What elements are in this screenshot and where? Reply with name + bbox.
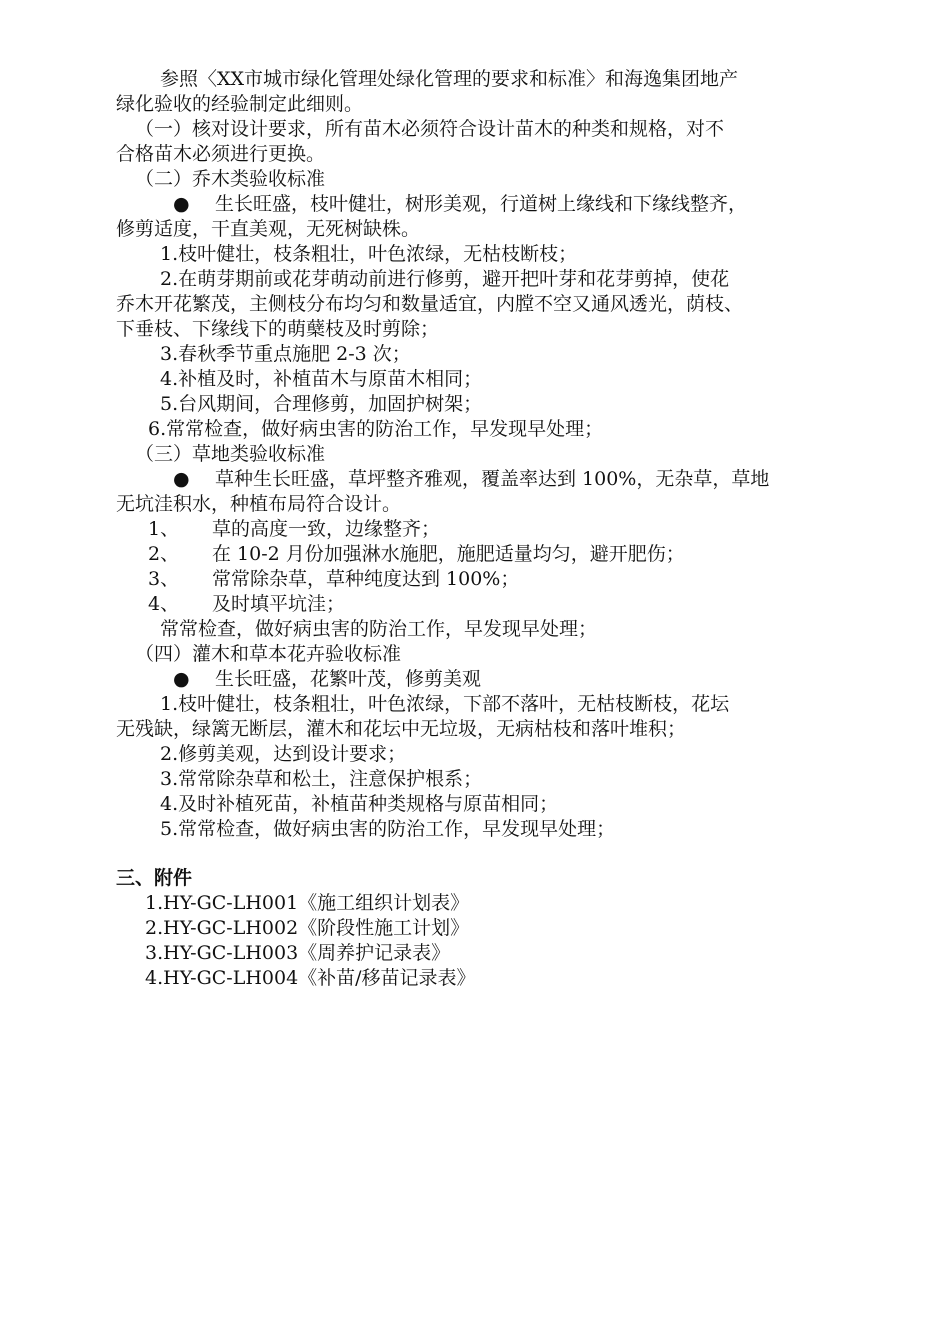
section-2-item-3: 3.春秋季节重点施肥 2-3 次； xyxy=(160,343,411,365)
appendix-title: 三、附件 xyxy=(116,867,193,889)
section-2-item-2-line-1: 2.在萌芽期前或花芽萌动前进行修剪，避开把叶芽和花芽剪掉，使花 xyxy=(160,268,730,290)
list-number: 4、 xyxy=(148,593,180,615)
appendix-item-2: 2.HY-GC-LH002《阶段性施工计划》 xyxy=(145,917,470,939)
section-3-bullet-line-2: 无坑洼积水，种植布局符合设计。 xyxy=(116,493,402,515)
section-4-bullet xyxy=(173,667,481,692)
appendix-item-4: 4.HY-GC-LH004《补苗/移苗记录表》 xyxy=(145,967,476,989)
list-number: 2、 xyxy=(148,543,180,565)
section-3-title: （三）草地类验收标准 xyxy=(135,443,326,465)
bullet-icon: ● xyxy=(173,468,190,490)
list-text: 常常除杂草，草种纯度达到 100%； xyxy=(212,568,520,590)
section-2-bullet-text: 生长旺盛，枝叶健壮，树形美观，行道树上缘线和下缘线整齐， xyxy=(215,193,748,215)
section-3-item-3 xyxy=(148,567,519,592)
section-2-item-4: 4.补植及时，补植苗木与原苗木相同； xyxy=(160,368,483,390)
section-3-item-5: 常常检查，做好病虫害的防治工作，早发现早处理； xyxy=(160,618,598,640)
intro-line-1: 参照〈XX市城市绿化管理处绿化管理的要求和标准〉和海逸集团地产 xyxy=(160,68,739,90)
appendix-item-1: 1.HY-GC-LH001《施工组织计划表》 xyxy=(145,892,470,914)
section-4-title: （四）灌木和草本花卉验收标准 xyxy=(135,643,402,665)
section-2-item-6: 6.常常检查，做好病虫害的防治工作，早发现早处理； xyxy=(148,418,604,440)
bullet-icon: ● xyxy=(173,193,190,215)
section-2-bullet-line-2: 修剪适度，干直美观，无死树缺株。 xyxy=(116,218,421,240)
list-text: 及时填平坑洼； xyxy=(212,593,346,615)
intro-line-2: 绿化验收的经验制定此细则。 xyxy=(116,93,364,115)
section-4-item-1-line-2: 无残缺，绿篱无断层，灌木和花坛中无垃圾，无病枯枝和落叶堆积； xyxy=(116,718,687,740)
section-1-line-1: （一）核对设计要求，所有苗木必须符合设计苗木的种类和规格，对不 xyxy=(135,118,725,140)
section-4-item-3: 3.常常除杂草和松土，注意保护根系； xyxy=(160,768,483,790)
list-text: 草的高度一致，边缘整齐； xyxy=(212,518,441,540)
section-3-item-1 xyxy=(148,517,440,542)
section-2-item-1: 1.枝叶健壮，枝条粗壮，叶色浓绿，无枯枝断枝； xyxy=(160,243,578,265)
appendix-item-3: 3.HY-GC-LH003《周养护记录表》 xyxy=(145,942,451,964)
section-3-item-2 xyxy=(148,542,685,567)
list-text: 在 10-2 月份加强淋水施肥，施肥适量均匀，避开肥伤； xyxy=(212,543,685,565)
section-2-item-2-line-2: 乔木开花繁茂，主侧枝分布均匀和数量适宜，内膛不空又通风透光，荫枝、 xyxy=(116,293,744,315)
section-4-item-2: 2.修剪美观，达到设计要求； xyxy=(160,743,407,765)
list-number: 3、 xyxy=(148,568,180,590)
section-3-bullet-line-1 xyxy=(173,467,769,492)
section-2-title: （二）乔木类验收标准 xyxy=(135,168,326,190)
bullet-icon: ● xyxy=(173,668,190,690)
list-number: 1、 xyxy=(148,518,180,540)
section-2-bullet-line-1 xyxy=(173,192,747,217)
section-4-item-5: 5.常常检查，做好病虫害的防治工作，早发现早处理； xyxy=(160,818,616,840)
section-2-item-2-line-3: 下垂枝、下缘线下的萌蘖枝及时剪除； xyxy=(116,318,440,340)
section-4-item-4: 4.及时补植死苗，补植苗种类规格与原苗相同； xyxy=(160,793,559,815)
section-1-line-2: 合格苗木必须进行更换。 xyxy=(116,143,326,165)
section-2-item-5: 5.台风期间，合理修剪，加固护树架； xyxy=(160,393,483,415)
section-4-bullet-text: 生长旺盛，花繁叶茂，修剪美观 xyxy=(215,668,482,690)
section-4-item-1-line-1: 1.枝叶健壮，枝条粗壮，叶色浓绿，下部不落叶，无枯枝断枝，花坛 xyxy=(160,693,730,715)
section-3-bullet-text: 草种生长旺盛，草坪整齐雅观，覆盖率达到 100%，无杂草，草地 xyxy=(215,468,770,490)
section-3-item-4 xyxy=(148,592,345,617)
